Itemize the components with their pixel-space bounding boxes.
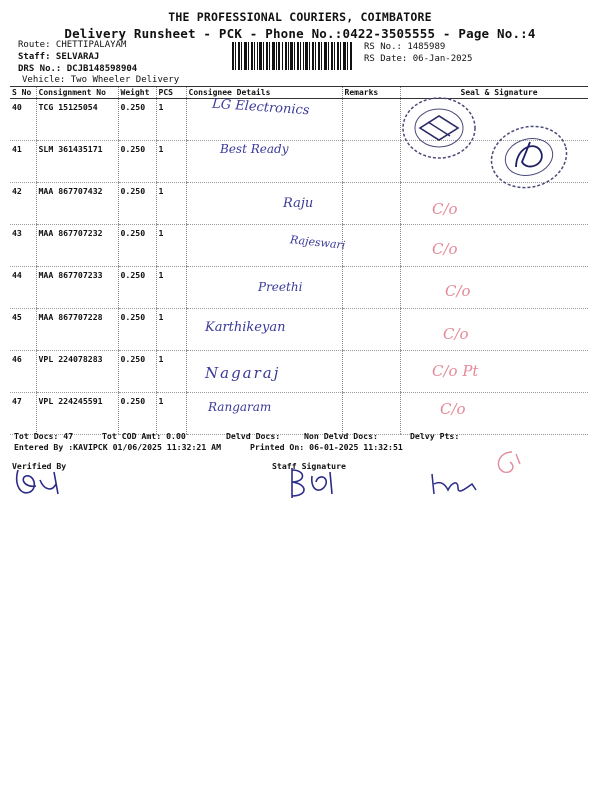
column-header: Weight	[118, 87, 156, 99]
row-remarks	[342, 267, 400, 309]
handwritten-remark: C/o	[440, 400, 466, 418]
column-header: PCS	[156, 87, 186, 99]
row-sno: 41	[10, 141, 36, 183]
table-row	[10, 351, 588, 393]
route-label: Route: CHETTIPALAYAM	[18, 40, 127, 50]
row-remarks	[342, 183, 400, 225]
barcode-image	[232, 42, 354, 70]
handwritten-remark: C/o	[432, 200, 458, 218]
verified-by-label: Verified By	[12, 461, 67, 471]
company-seal-stamp	[398, 92, 480, 164]
row-pcs: 1	[156, 309, 186, 351]
row-seal	[400, 309, 588, 351]
row-remarks	[342, 141, 400, 183]
row-sno: 45	[10, 309, 36, 351]
delivered-docs: Delvd Docs:	[226, 431, 281, 441]
row-sno: 42	[10, 183, 36, 225]
row-remarks	[342, 393, 400, 435]
row-consignee	[186, 183, 342, 225]
row-pcs: 1	[156, 267, 186, 309]
column-header: S No	[12, 88, 32, 97]
row-weight: 0.250	[118, 267, 156, 309]
row-sno: 46	[10, 351, 36, 393]
staff-label: Staff: SELVARAJ	[18, 52, 100, 62]
row-pcs: 1	[156, 351, 186, 393]
row-remarks	[342, 309, 400, 351]
column-header: Seal & Signature	[400, 87, 588, 99]
row-weight: 0.250	[118, 225, 156, 267]
company-seal-stamp	[486, 122, 572, 192]
rs-date: RS Date: 06-Jan-2025	[364, 54, 473, 64]
row-consignment: VPL 224078283	[36, 351, 118, 393]
row-weight: 0.250	[118, 309, 156, 351]
row-seal	[400, 267, 588, 309]
column-header: Remarks	[342, 87, 400, 99]
row-remarks	[342, 351, 400, 393]
handwritten-consignee: Rajeswari	[289, 233, 346, 252]
vehicle-label: Vehicle: Two Wheeler Delivery	[22, 75, 180, 85]
table-header-row	[10, 87, 588, 99]
row-consignment: MAA 867707233	[36, 267, 118, 309]
row-sno: 40	[10, 99, 36, 141]
row-weight: 0.250	[118, 393, 156, 435]
row-consignment: VPL 224245591	[36, 393, 118, 435]
printed-on: Printed On: 06-01-2025 11:32:51	[250, 442, 403, 452]
staff-signature-label: Staff Signature	[272, 461, 346, 471]
drs-number: DRS No.: DCJB148598904	[18, 64, 138, 74]
verified-signature	[10, 462, 70, 502]
column-header: Consignee Details	[186, 87, 342, 99]
pink-scribble	[486, 448, 526, 478]
row-pcs: 1	[156, 99, 186, 141]
table-row	[10, 309, 588, 351]
handwritten-consignee: Raju	[283, 196, 314, 211]
handwritten-remark: C/o	[432, 240, 458, 258]
handwritten-consignee: Nagaraj	[205, 364, 281, 382]
row-remarks	[342, 99, 400, 141]
row-seal	[400, 393, 588, 435]
rs-number: RS No.: 1485989	[364, 42, 446, 52]
row-weight: 0.250	[118, 99, 156, 141]
handwritten-consignee: LG Electronics	[211, 96, 310, 119]
entered-by: Entered By :KAVIPCK 01/06/2025 11:32:21 AM	[14, 442, 222, 452]
row-pcs: 1	[156, 225, 186, 267]
row-consignment: SLM 361435171	[36, 141, 118, 183]
company-name: THE PROFESSIONAL COURIERS, COIMBATORE	[168, 10, 432, 24]
row-weight: 0.250	[118, 183, 156, 225]
column-header: Consignment No	[36, 87, 118, 99]
row-seal	[400, 225, 588, 267]
runsheet-title: Delivery Runsheet - PCK - Phone No.:0422-3505555 - Page No.:4	[64, 26, 536, 41]
row-weight: 0.250	[118, 141, 156, 183]
total-docs: Tot Docs: 47	[14, 431, 74, 441]
row-sno: 43	[10, 225, 36, 267]
handwritten-remark: C/o	[445, 282, 471, 300]
handwritten-consignee: Best Ready	[220, 142, 289, 156]
scribble-signature	[428, 470, 480, 498]
row-remarks	[342, 225, 400, 267]
delivery-points: Delvy Pts:	[410, 431, 460, 441]
row-consignment: MAA 867707232	[36, 225, 118, 267]
row-consignment: TCG 15125054	[36, 99, 118, 141]
row-pcs: 1	[156, 183, 186, 225]
table-row	[10, 393, 588, 435]
handwritten-remark: C/o Pt	[432, 362, 479, 380]
handwritten-consignee: Rangaram	[208, 400, 272, 414]
staff-signature	[282, 464, 342, 504]
handwritten-consignee: Karthikeyan	[205, 320, 286, 335]
total-cod-amount: Tot COD Amt: 0.00	[102, 431, 186, 441]
row-sno: 44	[10, 267, 36, 309]
row-weight: 0.250	[118, 351, 156, 393]
non-delivered-docs: Non Delvd Docs:	[304, 431, 378, 441]
row-consignment: MAA 867707228	[36, 309, 118, 351]
row-seal	[400, 351, 588, 393]
row-pcs: 1	[156, 141, 186, 183]
handwritten-remark: C/o	[443, 325, 469, 343]
handwritten-consignee: Preethi	[258, 280, 303, 294]
row-pcs: 1	[156, 393, 186, 435]
row-sno: 47	[10, 393, 36, 435]
row-consignment: MAA 867707432	[36, 183, 118, 225]
